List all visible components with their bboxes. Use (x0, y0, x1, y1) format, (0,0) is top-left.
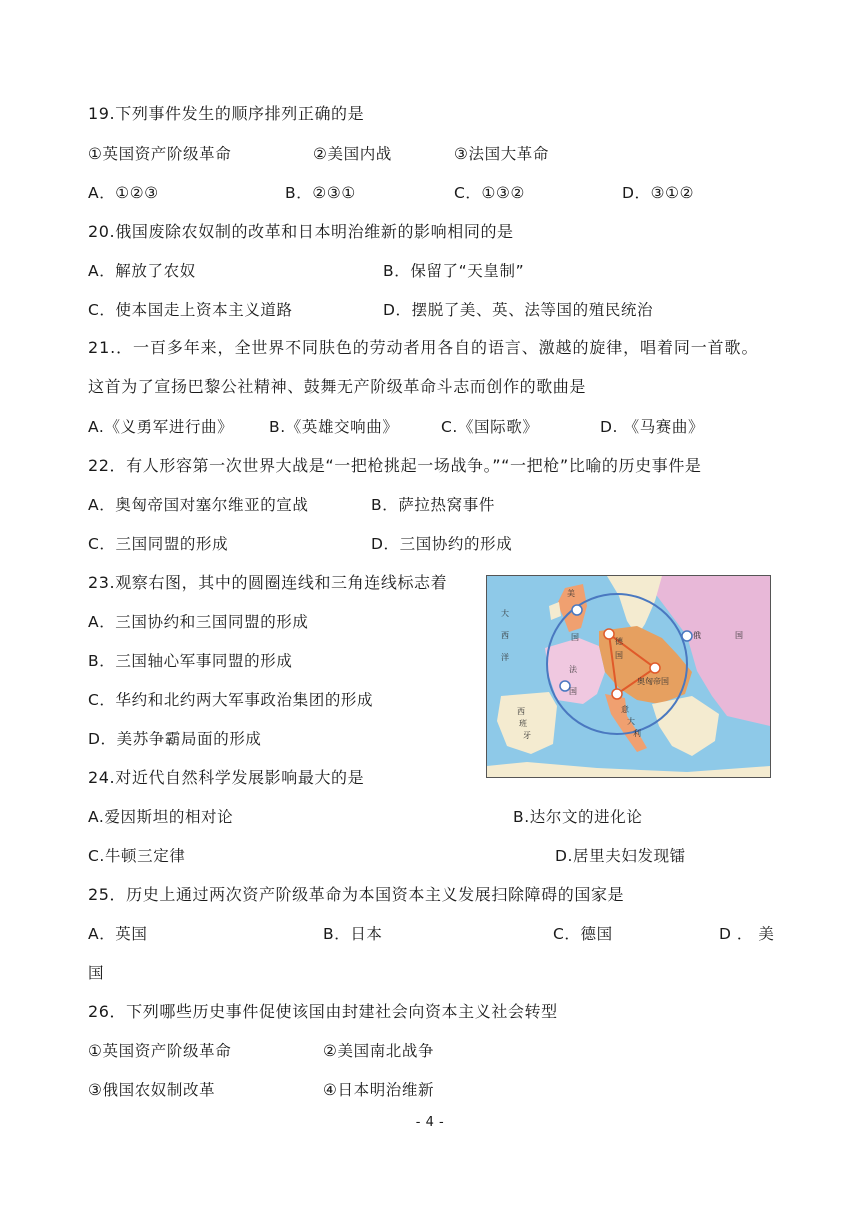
map-figure (487, 576, 770, 777)
map-label: 国 (569, 687, 577, 696)
q25-option-d-wrap: 国 (88, 964, 105, 982)
question-25-stem: 25．历史上通过两次资产阶级革命为本国资本主义发展扫除障碍的国家是 (88, 885, 625, 904)
map-label: 俄 (693, 631, 701, 640)
q21-option-c: C.《国际歌》 (441, 418, 539, 436)
map-label: 大 (501, 609, 509, 618)
map-label: 大 (627, 717, 635, 726)
europe-alliance-map (486, 575, 771, 778)
q19-item-3: ③法国大革命 (454, 145, 549, 163)
question-20-stem: 20.俄国废除农奴制的改革和日本明治维新的影响相同的是 (88, 222, 514, 241)
map-label: 国 (735, 631, 743, 640)
question-24-stem: 24.对近代自然科学发展影响最大的是 (88, 768, 365, 787)
q23-option-c: C．华约和北约两大军事政治集团的形成 (88, 691, 374, 709)
q20-option-d: D．摆脱了美、英、法等国的殖民统治 (383, 301, 654, 319)
map-label: 班 (519, 719, 527, 728)
map-label: 德 (615, 637, 623, 646)
question-23-stem: 23.观察右图，其中的圆圈连线和三角连线标志着 (88, 573, 448, 592)
q21-option-a: A.《义勇军进行曲》 (88, 418, 234, 436)
q23-option-b: B．三国轴心军事同盟的形成 (88, 652, 293, 670)
question-21-stem-line-2: 这首为了宣扬巴黎公社精神、鼓舞无产阶级革命斗志而创作的歌曲是 (88, 377, 587, 396)
map-label: 国 (615, 651, 623, 660)
map-label: 奥匈帝国 (637, 677, 669, 686)
map-label: 牙 (523, 731, 531, 740)
q26-item-3: ③俄国农奴制改革 (88, 1081, 216, 1099)
q19-option-b: B．②③① (285, 184, 356, 202)
map-label: 美 (567, 589, 575, 598)
map-label: 国 (571, 633, 579, 642)
q21-option-b: B.《英雄交响曲》 (269, 418, 399, 436)
question-21-stem-line-1: 21.．一百多年来，全世界不同肤色的劳动者用各自的语言、激越的旋律，唱着同一首歌。 (88, 338, 759, 357)
map-label: 西 (517, 707, 525, 716)
q22-option-c: C．三国同盟的形成 (88, 535, 229, 553)
q19-option-d: D．③①② (622, 184, 695, 202)
q26-item-1: ①英国资产阶级革命 (88, 1042, 232, 1060)
question-26-stem: 26．下列哪些历史事件促使该国由封建社会向资本主义社会转型 (88, 1002, 558, 1021)
q25-option-d: D．美 (719, 925, 780, 943)
q20-option-b: B．保留了“天皇制” (383, 262, 525, 280)
q22-option-a: A．奥匈帝国对塞尔维亚的宣战 (88, 496, 309, 514)
q22-option-d: D．三国协约的形成 (371, 535, 513, 553)
question-19-stem: 19.下列事件发生的顺序排列正确的是 (88, 104, 365, 123)
question-22-stem: 22．有人形容第一次世界大战是“一把枪挑起一场战争。”“一把枪”比喻的历史事件是 (88, 456, 702, 475)
q21-option-d: D. 《马赛曲》 (600, 418, 705, 436)
q19-option-a: A．①②③ (88, 184, 159, 202)
q26-item-2: ②美国南北战争 (323, 1042, 435, 1060)
q25-option-b: B．日本 (323, 925, 383, 943)
map-label: 利 (633, 729, 641, 738)
map-label: 洋 (501, 653, 509, 662)
q20-option-c: C．使本国走上资本主义道路 (88, 301, 293, 319)
map-label: 意 (621, 705, 629, 714)
q24-option-a: A.爱因斯坦的相对论 (88, 808, 234, 826)
q19-item-2: ②美国内战 (313, 145, 392, 163)
map-label: 法 (569, 665, 577, 674)
q24-option-d: D.居里夫妇发现镭 (555, 847, 686, 865)
q25-option-a: A．英国 (88, 925, 148, 943)
q19-option-c: C．①③② (454, 184, 526, 202)
q20-option-a: A．解放了农奴 (88, 262, 196, 280)
q23-option-d: D．美苏争霸局面的形成 (88, 730, 262, 748)
page-number: - 4 - (415, 1115, 445, 1130)
q26-item-4: ④日本明治维新 (323, 1081, 435, 1099)
q19-item-1: ①英国资产阶级革命 (88, 145, 232, 163)
q22-option-b: B．萨拉热窝事件 (371, 496, 495, 514)
q24-option-c: C.牛顿三定律 (88, 847, 186, 865)
map-label: 西 (501, 631, 509, 640)
q24-option-b: B.达尔文的进化论 (513, 808, 643, 826)
q25-option-c: C．德国 (553, 925, 613, 943)
q23-option-a: A．三国协约和三国同盟的形成 (88, 613, 309, 631)
